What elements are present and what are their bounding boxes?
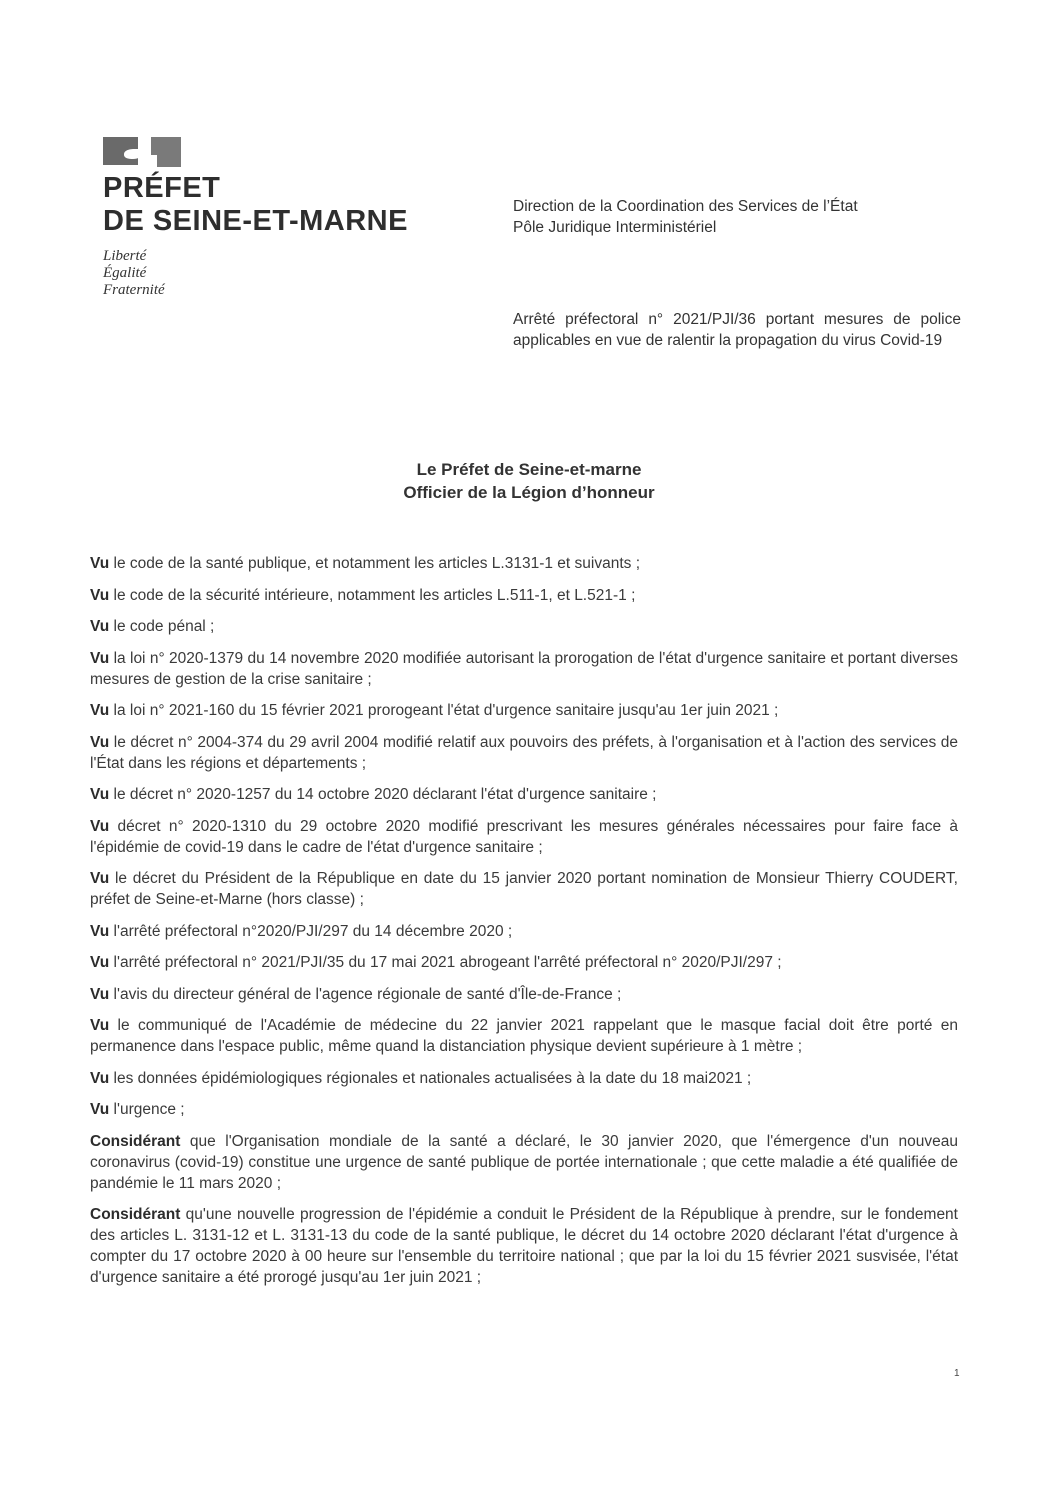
heading-line2: Officier de la Légion d’honneur [403, 483, 655, 502]
visa-paragraph [90, 921, 958, 942]
paragraph-lead: Vu [90, 702, 110, 719]
direction-line: Direction de la Coordination des Services de l’État [513, 198, 858, 215]
prefecture-title [103, 172, 408, 238]
paragraph-lead: Vu [90, 733, 110, 751]
paragraph-lead: Vu [90, 922, 110, 940]
paragraph-lead: Vu [90, 870, 110, 887]
paragraph-text: que l'Organisation mondiale de la santé a déclaré, le 30 janvier 2020, que l'émergence d'un nouveau coronavirus (covid-19) constitue une urgence de santé publique de portée internationale ; que cette maladie a été qualifiée de pandémie le 11 mars 2020 ; [90, 1132, 958, 1192]
considerant-paragraph [90, 1204, 958, 1288]
paragraph-lead: Vu [90, 786, 110, 803]
paragraph-text: la loi n° 2021-160 du 15 février 2021 prorogeant l'état d'urgence sanitaire jusqu'au 1er juin 2021 ; [109, 702, 779, 719]
prefecture-title-line1: PRÉFET [103, 172, 221, 204]
paragraph-text: l'urgence ; [109, 1101, 185, 1118]
paragraph-lead: Vu [90, 985, 110, 1003]
paragraph-lead: Vu [90, 954, 110, 971]
logo-blue-block [103, 137, 138, 165]
visa-paragraph [90, 984, 958, 1005]
paragraph-lead: Vu [90, 1101, 110, 1118]
visa-paragraph [90, 816, 958, 858]
paragraph-lead: Vu [90, 817, 110, 835]
visa-paragraph [90, 784, 958, 805]
paragraph-lead: Vu [90, 618, 110, 635]
paragraph-lead: Vu [90, 1017, 110, 1034]
motto-egalite: Égalité [103, 265, 147, 281]
visa-paragraph [90, 1099, 958, 1120]
paragraph-lead: Considérant [90, 1206, 181, 1223]
paragraph-text: le décret n° 2020-1257 du 14 octobre 2020 déclarant l'état d'urgence sanitaire ; [109, 786, 657, 803]
paragraph-text: décret n° 2020-1310 du 29 octobre 2020 modifié prescrivant les mesures générales nécessaires pour faire face à l'épidémie de covid-19 dans le cadre de l'état d'urgence sanitaire ; [90, 817, 958, 856]
motto-fraternite: Fraternité [103, 282, 165, 298]
visa-paragraph [90, 616, 958, 637]
paragraph-lead: Vu [90, 555, 110, 572]
visa-paragraph [90, 648, 958, 690]
prefet-heading [0, 458, 1058, 504]
republic-motto [103, 248, 165, 299]
paragraph-text: l'arrêté préfectoral n°2020/PJI/297 du 14 décembre 2020 ; [109, 922, 513, 940]
visa-paragraph [90, 585, 958, 606]
page-number: 1 [954, 1368, 960, 1379]
paragraph-text: le code pénal ; [109, 618, 215, 635]
arrete-title: Arrêté préfectoral n° 2021/PJI/36 portant mesures de police applicables en vue de ralentir la propagation du virus Covid-19 [513, 311, 961, 349]
visa-paragraph [90, 952, 958, 973]
paragraph-text: les données épidémiologiques régionales et nationales actualisées à la date du 18 mai2021 ; [109, 1069, 752, 1087]
considerant-paragraph [90, 1131, 958, 1194]
visa-paragraph [90, 1015, 958, 1057]
paragraph-lead: Considérant [90, 1132, 181, 1150]
paragraph-text: l'avis du directeur général de l'agence régionale de santé d'Île-de-France ; [109, 985, 622, 1003]
pole-line: Pôle Juridique Interministériel [513, 219, 717, 236]
paragraph-text: le décret du Président de la République en date du 15 janvier 2020 portant nomination de Monsieur Thierry COUDERT, préfet de Seine-et-Marne (hors classe) ; [90, 870, 958, 908]
paragraph-lead: Vu [90, 1069, 110, 1087]
issuing-service [513, 196, 858, 238]
heading-line1: Le Préfet de Seine-et-marne [416, 460, 642, 479]
visa-paragraph [90, 732, 958, 774]
paragraph-lead: Vu [90, 586, 110, 604]
visa-paragraph [90, 868, 958, 910]
prefecture-title-line2: DE SEINE-ET-MARNE [103, 205, 408, 237]
visa-paragraph [90, 1068, 958, 1089]
paragraph-text: le communiqué de l'Académie de médecine du 22 janvier 2021 rappelant que le masque facial doit être porté en permanence dans l'espace public, même quand la distanciation physique devient supérieure à 1 mètre ; [90, 1017, 958, 1055]
document-body [90, 553, 958, 1299]
paragraph-text: l'arrêté préfectoral n° 2021/PJI/35 du 17 mai 2021 abrogeant l'arrêté préfectoral n° 2020/PJI/297 ; [109, 954, 782, 971]
paragraph-text: la loi n° 2020-1379 du 14 novembre 2020 modifiée autorisant la prorogation de l'état d'urgence sanitaire et portant diverses mesures de gestion de la crise sanitaire ; [90, 649, 958, 688]
logo-red-block [151, 137, 181, 167]
paragraph-text: le code de la sécurité intérieure, notamment les articles L.511-1, et L.521-1 ; [109, 586, 636, 604]
paragraph-text: le code de la santé publique, et notamment les articles L.3131-1 et suivants ; [109, 555, 640, 572]
paragraph-text: qu'une nouvelle progression de l'épidémie a conduit le Président de la République à prendre, sur le fondement des articles L. 3131-12 et L. 3131-13 du code de la santé publique, le décret du 14 octobre 2020 déclarant l'état d'urgence à compter du 17 octobre 2020 à 00 heure sur l'ensemble du territoire national ; que par la loi du 15 février 2021 susvisée, l'état d'urgence sanitaire a été prorogé jusqu'au 1er juin 2021 ; [90, 1206, 958, 1286]
paragraph-lead: Vu [90, 649, 110, 667]
marianne-logo-icon [103, 137, 183, 167]
visa-paragraph [90, 700, 958, 721]
visa-paragraph [90, 553, 958, 574]
paragraph-text: le décret n° 2004-374 du 29 avril 2004 modifié relatif aux pouvoirs des préfets, à l'organisation et à l'action des services de l'État dans les régions et départements ; [90, 733, 958, 772]
motto-liberte: Liberté [103, 248, 147, 264]
